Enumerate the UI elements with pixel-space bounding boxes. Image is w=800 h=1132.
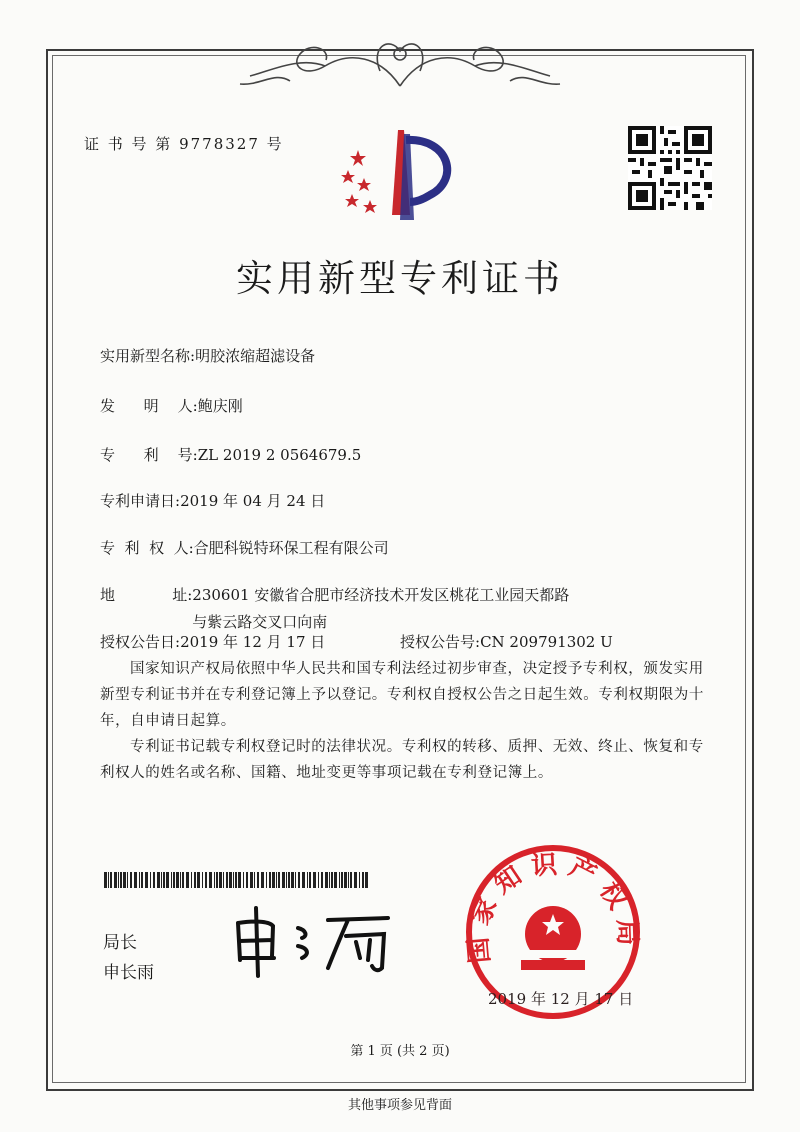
address-line-2: 与紫云路交叉口向南 [192,613,328,631]
field-patentee [100,537,389,558]
field-value: ZL 2019 2 0564679.5 [197,446,362,464]
field-label: 专 利 权 人: [100,539,194,557]
field-label: 授权公告日: [100,633,181,651]
page-number: 第 1 页 (共 2 页) [350,1044,450,1059]
field-value: 合肥科锐特环保工程有限公司 [193,539,389,557]
field-value: 2019 年 04 月 24 日 [180,492,326,510]
qr-code-image [628,126,712,210]
barcode-image [104,872,372,888]
field-label: 实用新型名称: [100,347,196,365]
statement-paragraph-1: 国家知识产权局依照中华人民共和国专利法经过初步审查，决定授予专利权，颁发实用新型专利证书并在专利登记簿上予以登记。专利权自授权公告之日起生效。专利权期限为十年，自申请日起算。 [100,661,704,729]
field-utility-model-name [100,345,315,366]
field-value: 明胶浓缩超滤设备 [195,347,316,365]
handwritten-signature [228,898,408,978]
field-value: 鲍庆刚 [197,397,243,415]
field-grant-number [400,631,613,652]
certificate-title: 实用新型专利证书 [236,257,564,300]
top-ornament [230,26,570,96]
field-label: 地 址: [100,586,193,604]
signer-title: 局长 [103,933,137,953]
signer-name: 申长雨 [103,963,154,983]
footer-note: 其他事项参见背面 [347,1098,452,1113]
field-label: 专利申请日: [100,492,181,510]
field-label: 发 明 人: [100,397,198,415]
field-label: 授权公告号: [400,633,481,651]
patent-office-logo [330,120,470,230]
field-filing-date [100,490,325,511]
seal-text: 国家知识产权局 [463,849,643,965]
seal-date: 2019 年 12 月 17 日 [488,990,634,1008]
field-label: 专 利 号: [100,446,198,464]
field-inventor [100,395,243,416]
field-value: CN 209791302 U [480,633,613,651]
field-grant-date [100,631,325,652]
certificate-number: 证 书 号 第 9778327 号 [84,135,284,153]
field-value: 2019 年 12 月 17 日 [180,633,326,651]
field-patent-number [100,444,361,465]
address-line-1: 230601 安徽省合肥市经济技术开发区桃花工业园天都路 [192,586,570,604]
statement-paragraph-2: 专利证书记载专利权登记时的法律状况。专利权的转移、质押、无效、终止、恢复和专利权人的姓名或名称、国籍、地址变更等事项记载在专利登记簿上。 [100,739,704,781]
field-address [100,584,569,632]
